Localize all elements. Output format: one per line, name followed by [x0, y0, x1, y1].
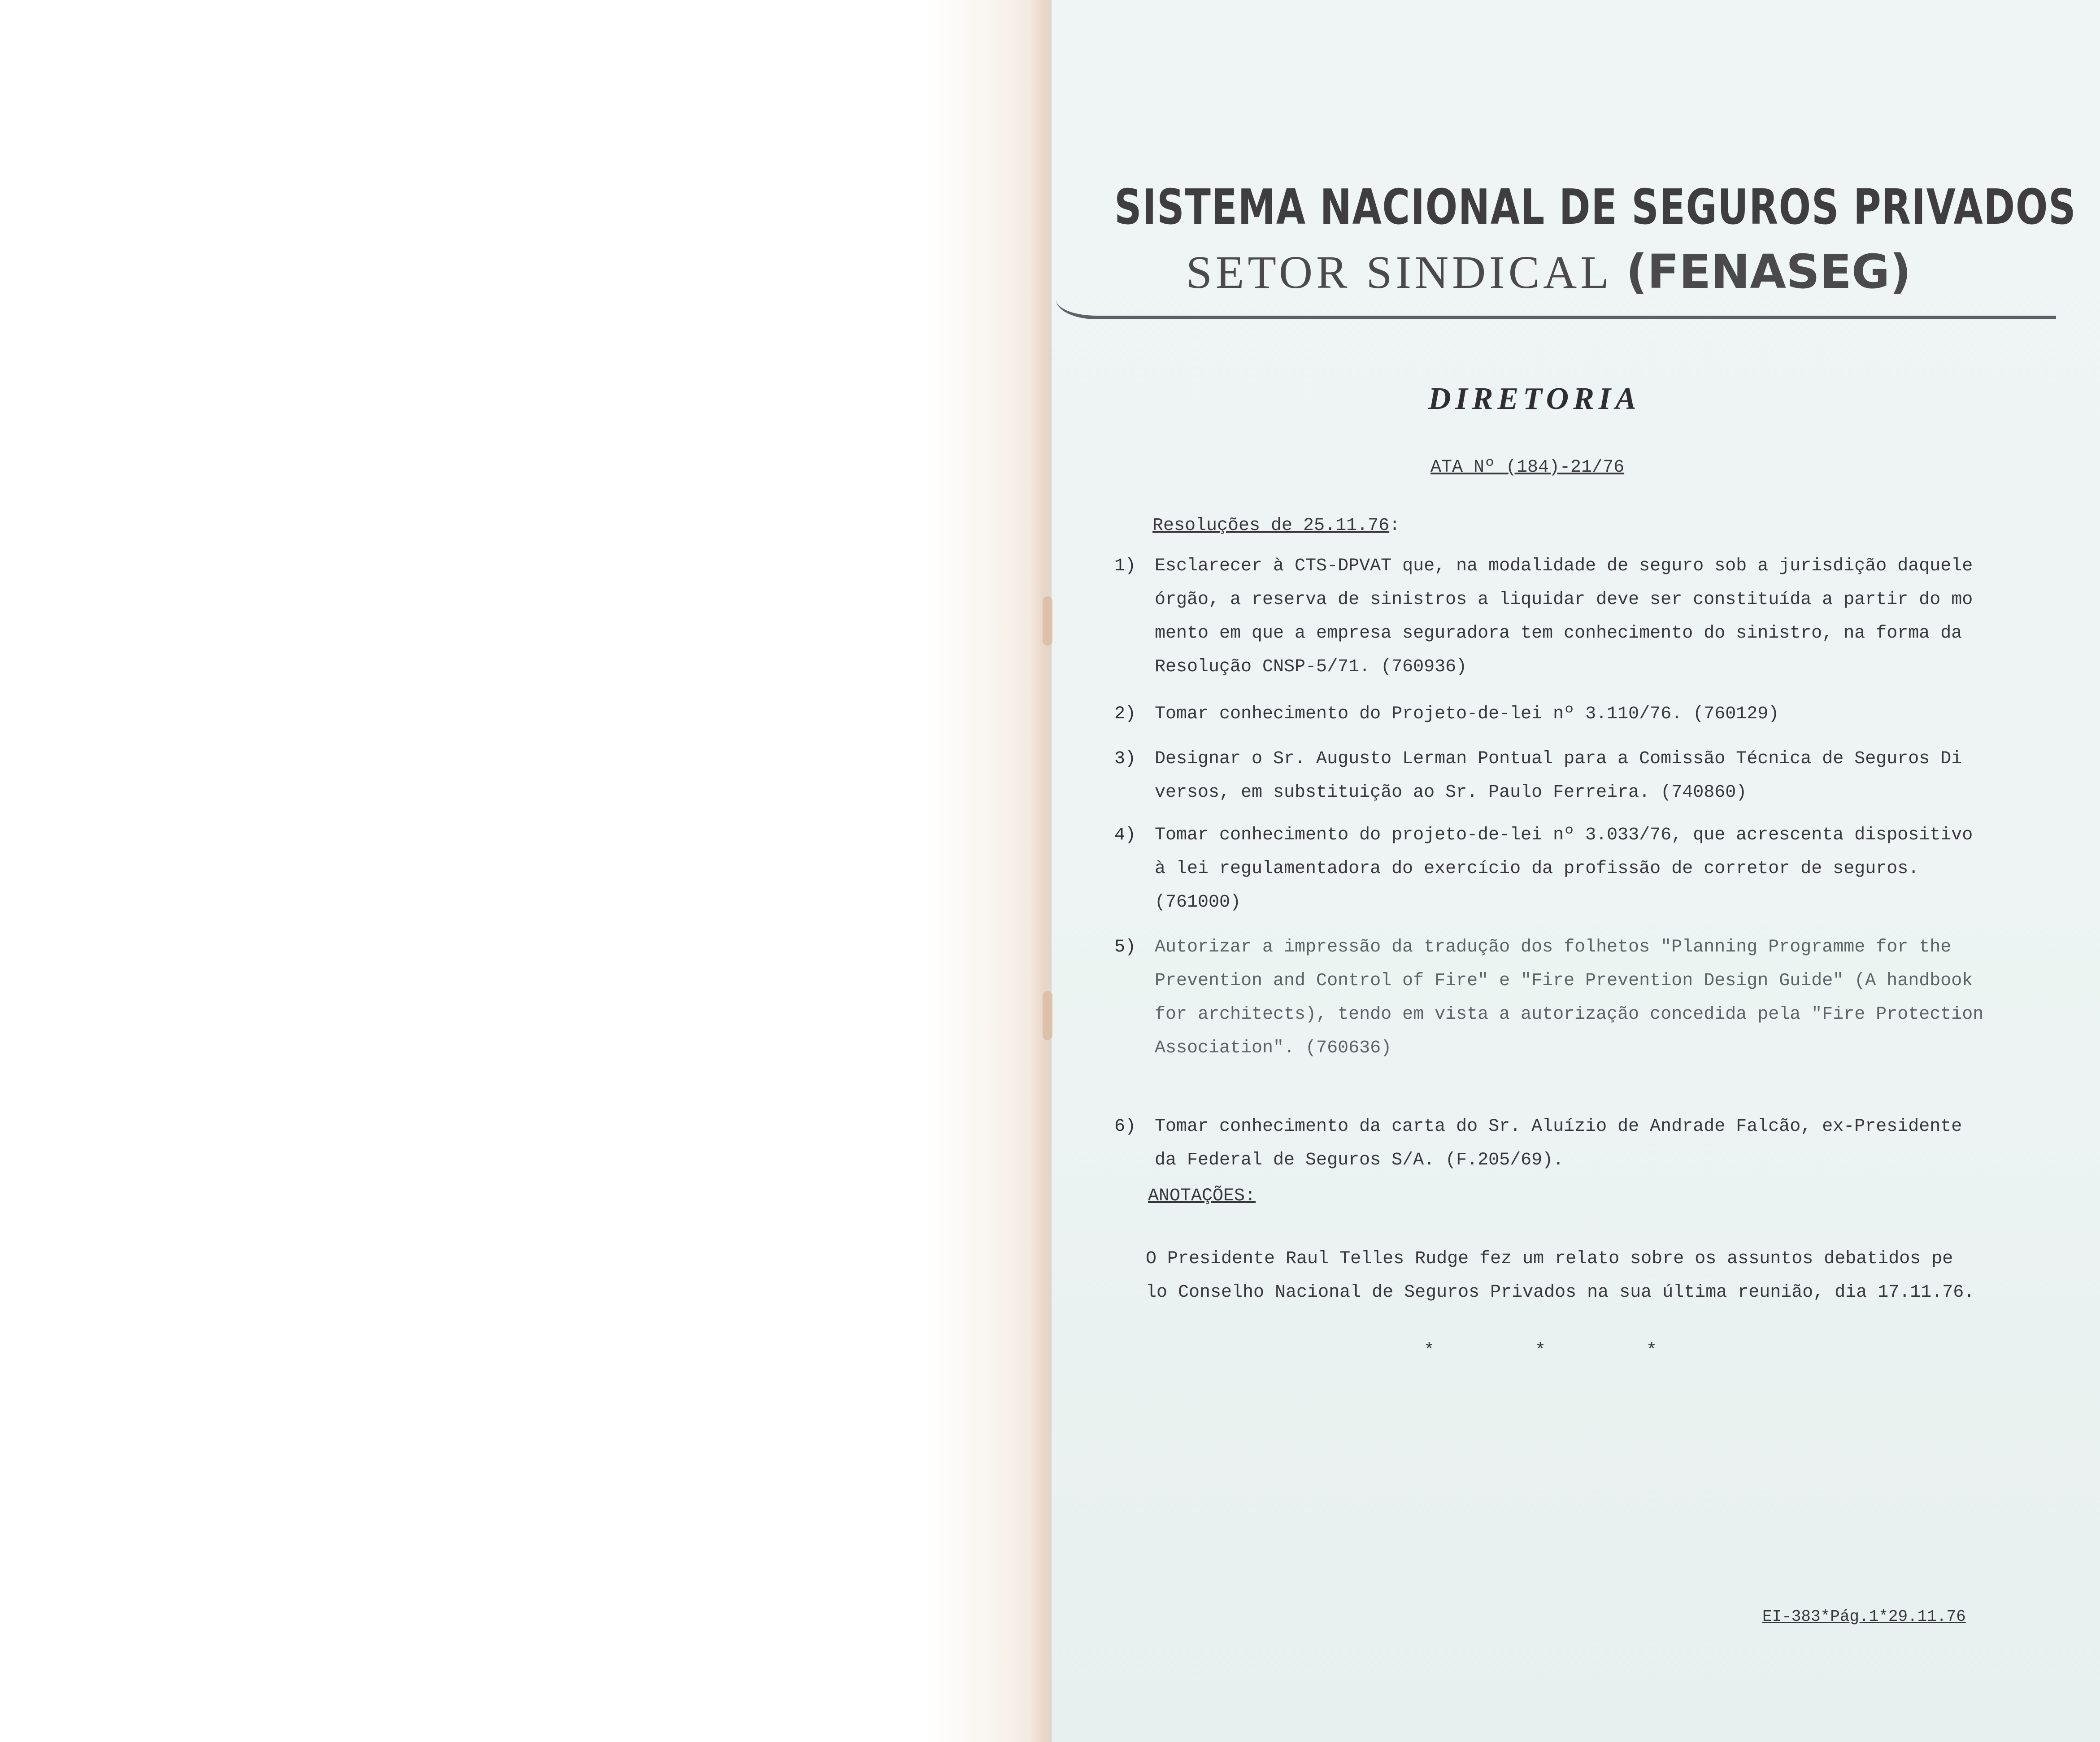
page-reference: EI-383*Pág.1*29.11.76 — [1762, 1607, 1966, 1626]
staple-mark — [1043, 991, 1052, 1040]
subtitle-sector: SETOR SINDICAL — [1186, 247, 1613, 298]
annotation-line: lo Conselho Nacional de Seguros Privados na sua última reunião, dia 17.11.76. — [1146, 1282, 1975, 1303]
organization-title: SISTEMA NACIONAL DE SEGUROS PRIVADOS — [1114, 179, 2077, 235]
item-number: 6) — [1114, 1116, 1136, 1137]
staple-mark — [1043, 596, 1052, 646]
item-line: da Federal de Seguros S/A. (F.205/69). — [1155, 1150, 1564, 1170]
item-number: 1) — [1114, 556, 1136, 576]
item-line: Association". (760636) — [1155, 1038, 1392, 1058]
item-line: (761000) — [1155, 892, 1241, 912]
ata-number: ATA Nº (184)-21/76 — [1430, 457, 1625, 478]
item-number: 3) — [1114, 749, 1136, 769]
item-line: for architects), tendo em vista a autorização concedida pela "Fire Protection — [1155, 1004, 1984, 1025]
resolutions-heading: Resoluções de 25.11.76: — [1152, 516, 1400, 536]
item-line: Tomar conhecimento do projeto-de-lei nº 3.033/76, que acrescenta dispositivo — [1155, 825, 1973, 845]
organization-subtitle — [1186, 244, 1911, 302]
item-number: 2) — [1114, 704, 1136, 724]
header-rule — [1056, 296, 2056, 319]
document-page — [1052, 0, 2100, 1742]
item-line: Designar o Sr. Augusto Lerman Pontual para a Comissão Técnica de Seguros Di — [1155, 749, 1962, 769]
item-line: à lei regulamentadora do exercício da profissão de corretor de seguros. — [1155, 859, 1919, 879]
section-title: DIRETORIA — [1428, 382, 1641, 416]
item-line: Resolução CNSP-5/71. (760936) — [1155, 657, 1467, 677]
section-separator-stars: * * * — [1424, 1341, 1702, 1361]
item-number: 5) — [1114, 937, 1136, 957]
annotation-line: O Presidente Raul Telles Rudge fez um relato sobre os assuntos debatidos pe — [1146, 1249, 1953, 1269]
resolutions-label: Resoluções de 25.11.76 — [1152, 516, 1390, 536]
item-line: Tomar conhecimento da carta do Sr. Aluízio de Andrade Falcão, ex-Presidente — [1155, 1116, 1962, 1137]
item-line: Prevention and Control of Fire" e "Fire Prevention Design Guide" (A handbook — [1155, 971, 1973, 991]
item-line: mento em que a empresa seguradora tem conhecimento do sinistro, na forma da — [1155, 623, 1962, 643]
item-line: órgão, a reserva de sinistros a liquidar deve ser constituída a partir do mo — [1155, 590, 1973, 610]
item-line: Esclarecer à CTS-DPVAT que, na modalidade de seguro sob a jurisdição daquele — [1155, 556, 1973, 576]
item-line: Autorizar a impressão da tradução dos folhetos "Planning Programme for the — [1155, 937, 1952, 957]
item-number: 4) — [1114, 825, 1136, 845]
subtitle-fenaseg: (FENASEG) — [1626, 244, 1911, 299]
item-line: versos, em substituição ao Sr. Paulo Ferreira. (740860) — [1155, 782, 1747, 803]
item-line: Tomar conhecimento do Projeto-de-lei nº 3.110/76. (760129) — [1155, 704, 1779, 724]
annotations-heading: ANOTAÇÕES: — [1148, 1186, 1256, 1206]
